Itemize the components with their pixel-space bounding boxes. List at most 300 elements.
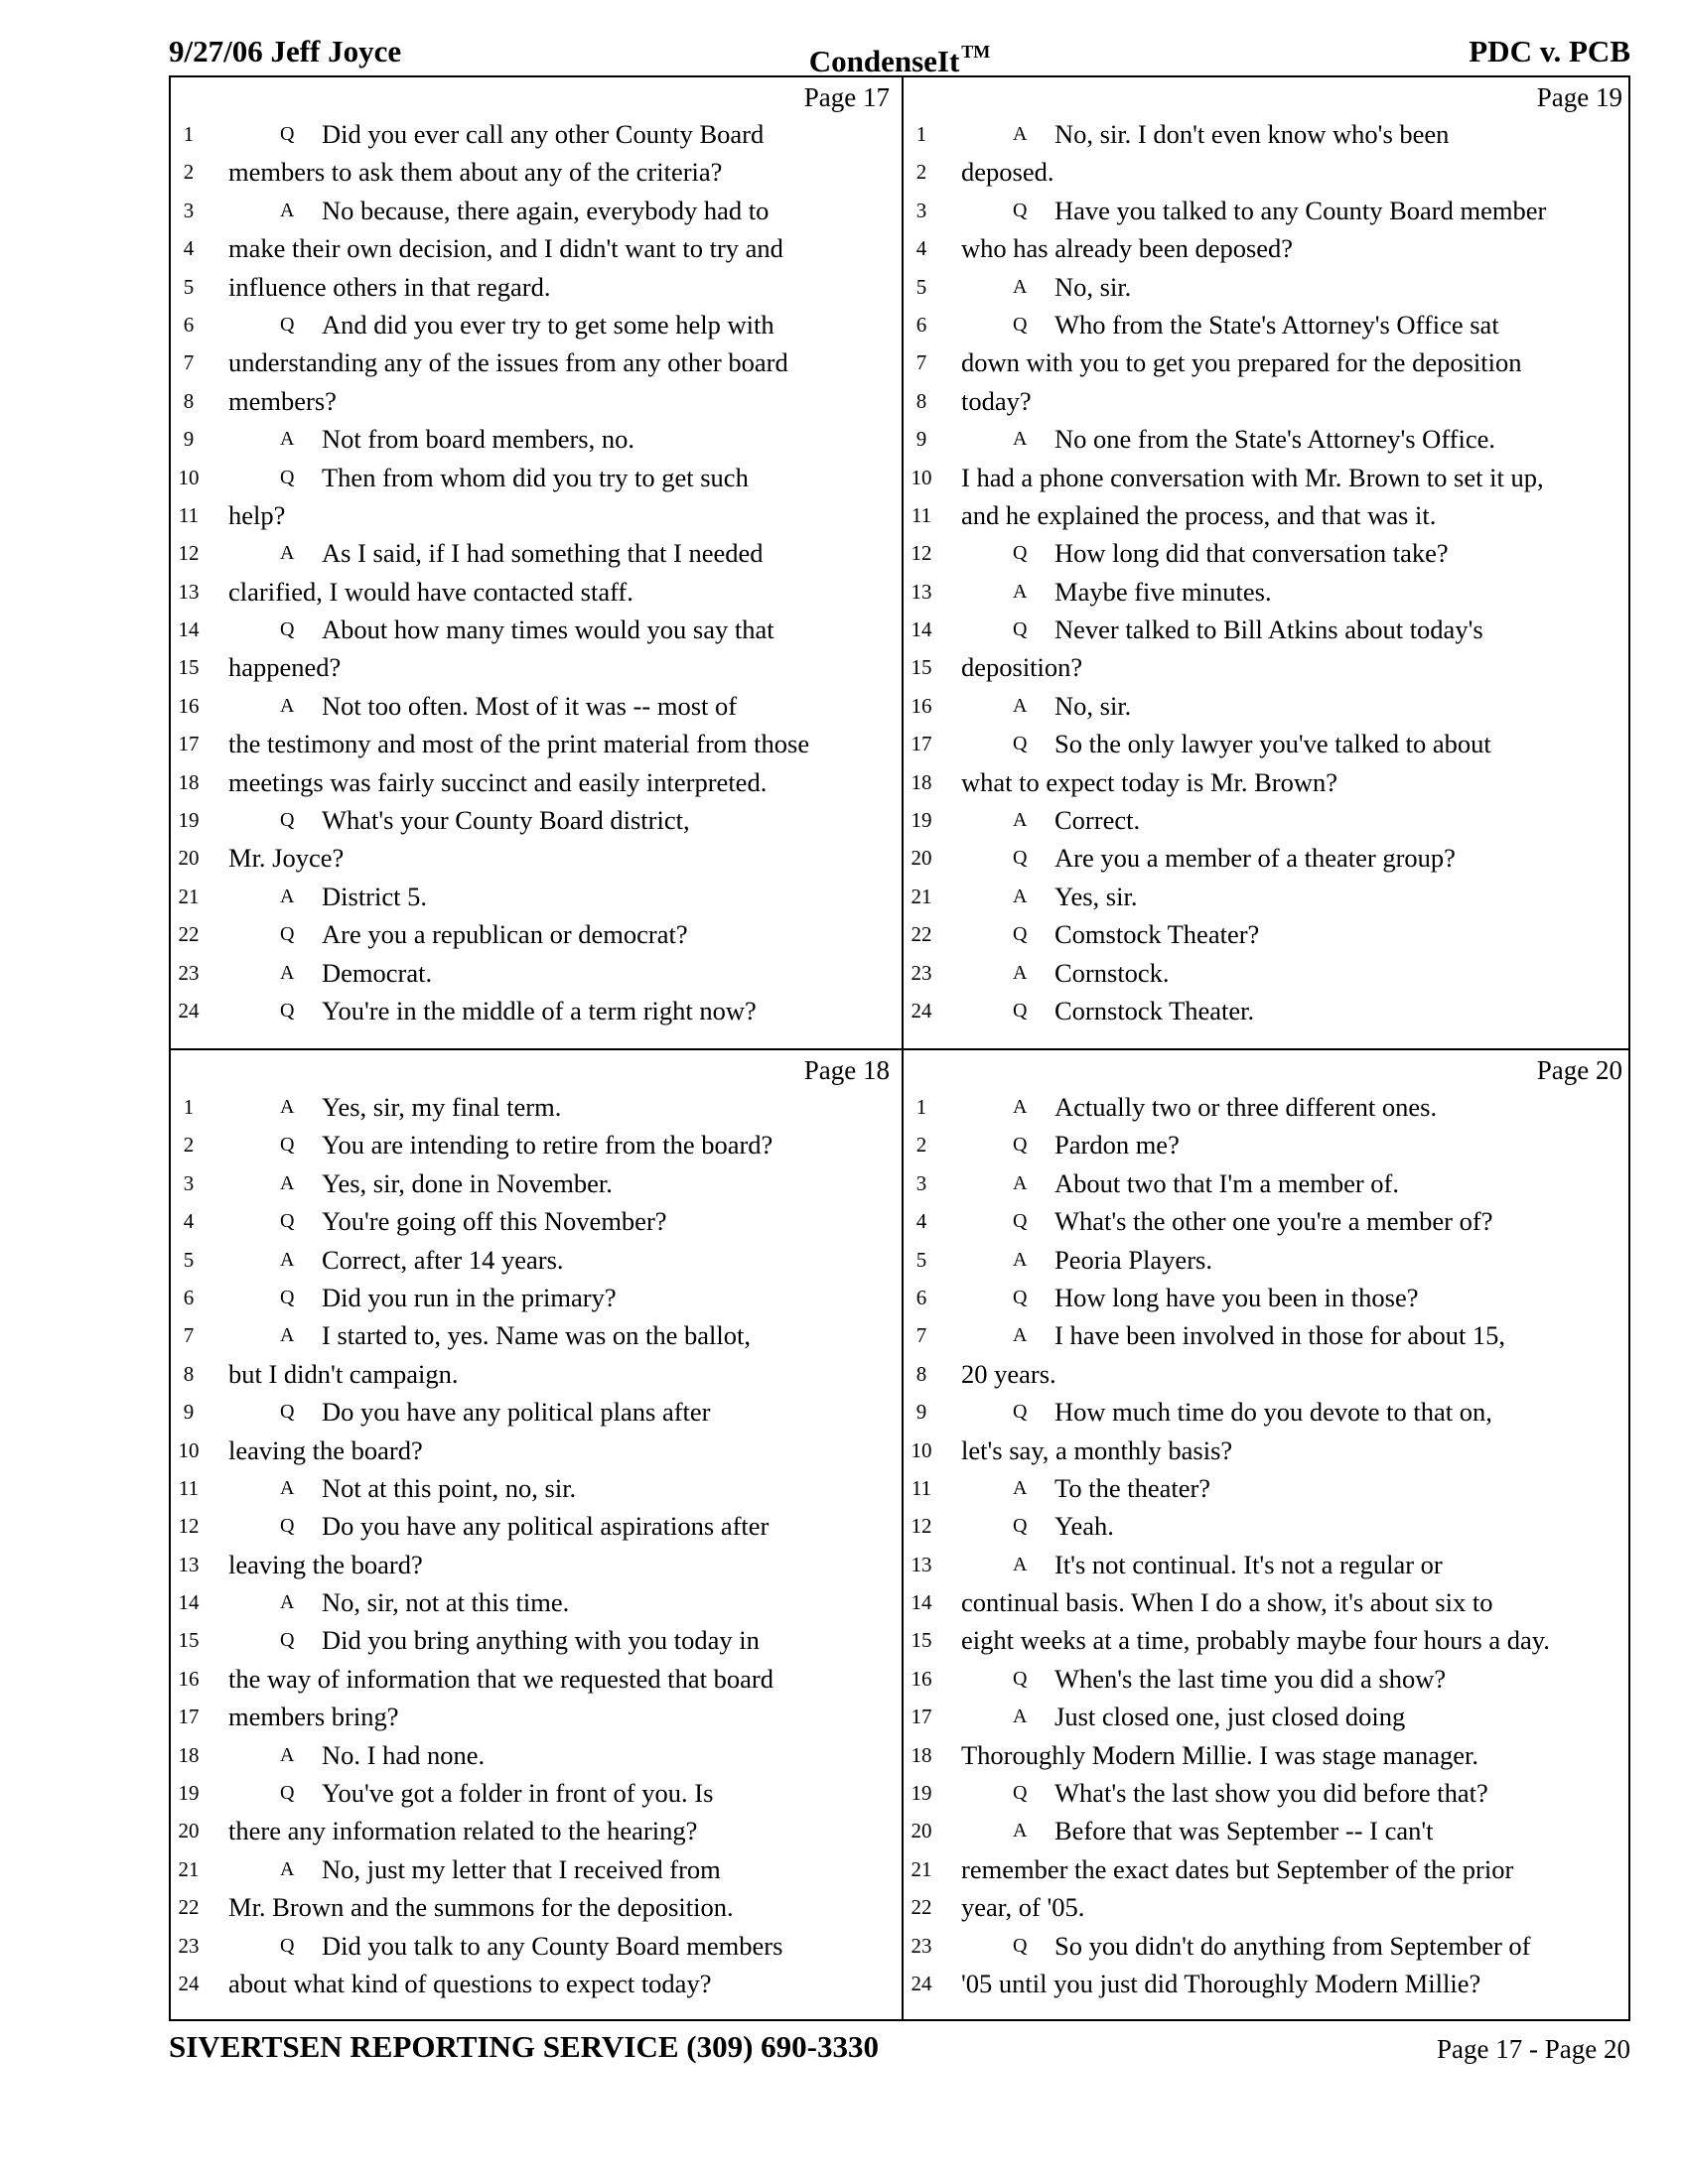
line-text: How long have you been in those? (1054, 1282, 1419, 1312)
line-number: 4 (915, 1209, 927, 1234)
line-number: 3 (915, 1170, 927, 1195)
transcript-line (171, 534, 900, 572)
line-number: 17 (178, 1705, 200, 1729)
line-text: I had a phone conversation with Mr. Brown to set it up, (961, 462, 1544, 492)
speaker-marker: Q (280, 313, 295, 336)
transcript-line (904, 1621, 1632, 1659)
speaker-marker: A (1013, 961, 1028, 984)
line-text: Yeah. (1054, 1511, 1114, 1542)
line-text: What's your County Board district, (322, 805, 690, 836)
speaker-marker: A (1013, 809, 1028, 832)
line-number: 16 (911, 693, 932, 718)
transcript-line (171, 648, 900, 686)
line-number: 2 (183, 1133, 195, 1158)
line-text: Not too often. Most of it was -- most of (322, 690, 738, 721)
transcript-page-19 (904, 77, 1632, 1046)
speaker-marker: Q (280, 1286, 295, 1308)
line-number: 17 (911, 732, 932, 756)
transcript-line (171, 1774, 900, 1812)
line-number: 5 (183, 1247, 195, 1272)
speaker-marker: A (1013, 1096, 1028, 1118)
line-number: 11 (911, 502, 932, 527)
speaker-marker: A (1013, 1820, 1028, 1843)
transcript-line (904, 573, 1632, 611)
transcript-line (171, 801, 900, 839)
speaker-marker: Q (280, 1782, 295, 1805)
line-number: 4 (915, 236, 927, 261)
transcript-line (171, 878, 900, 915)
line-number: 20 (178, 846, 200, 871)
transcript-line (904, 1660, 1632, 1698)
line-text: Are you a member of a theater group? (1054, 843, 1456, 874)
speaker-marker: Q (1013, 1210, 1028, 1233)
speaker-marker: Q (280, 466, 295, 488)
line-number: 13 (178, 579, 200, 604)
line-number: 6 (183, 1285, 195, 1309)
transcript-line (904, 1164, 1632, 1202)
speaker-marker: Q (1013, 733, 1028, 755)
line-text: members to ask them about any of the criteria? (228, 157, 723, 188)
transcript-line (171, 1660, 900, 1698)
transcript-line (171, 1355, 900, 1393)
line-text: I have been involved in those for about 15, (1054, 1320, 1506, 1351)
transcript-line (904, 534, 1632, 572)
line-text: clarified, I would have contacted staff. (228, 576, 633, 607)
transcript-line (904, 1316, 1632, 1354)
transcript-line (171, 115, 900, 153)
speaker-marker: A (1013, 580, 1028, 603)
transcript-line (904, 1736, 1632, 1774)
line-text: No, sir, not at this time. (322, 1587, 570, 1618)
line-number: 14 (911, 1590, 932, 1615)
page-number-label: Page 17 (803, 82, 890, 112)
transcript-line (171, 1621, 900, 1659)
transcript-line (171, 1202, 900, 1240)
line-number: 24 (911, 1971, 932, 1995)
line-number: 13 (911, 1552, 932, 1576)
line-number: 17 (178, 732, 200, 756)
transcript-line (171, 1965, 900, 2002)
line-text: help? (228, 499, 286, 530)
line-text: year, of '05. (961, 1892, 1085, 1923)
line-text: but I didn't campaign. (228, 1358, 459, 1389)
line-text: Actually two or three different ones. (1054, 1092, 1438, 1122)
transcript-line (171, 1850, 900, 1888)
line-number: 24 (178, 1971, 200, 1995)
speaker-marker: A (280, 1324, 295, 1347)
transcript-line (171, 992, 900, 1029)
speaker-marker: A (280, 1248, 295, 1271)
transcript-line (904, 1432, 1632, 1469)
line-text: happened? (228, 652, 342, 683)
line-text: make their own decision, and I didn't want to try and (228, 233, 783, 264)
transcript-line (904, 954, 1632, 992)
page-number-label: Page 20 (1536, 1055, 1622, 1085)
line-number: 14 (911, 617, 932, 642)
transcript-line (904, 1088, 1632, 1126)
transcript-line (904, 1241, 1632, 1279)
line-number: 12 (178, 1514, 200, 1539)
transcript-frame (169, 75, 1630, 2021)
line-text: Mr. Brown and the summons for the deposition. (228, 1892, 734, 1923)
line-number: 4 (183, 236, 195, 261)
transcript-line (904, 192, 1632, 229)
line-number: 19 (178, 1781, 200, 1806)
transcript-line (171, 153, 900, 191)
speaker-marker: Q (1013, 999, 1028, 1022)
transcript-line (171, 954, 900, 992)
line-number: 21 (911, 884, 932, 908)
line-number: 3 (183, 198, 195, 222)
line-number: 16 (178, 693, 200, 718)
line-number: 9 (915, 427, 927, 452)
line-number: 8 (915, 1361, 927, 1386)
line-text: No. I had none. (322, 1739, 486, 1770)
line-text: who has already been deposed? (961, 233, 1294, 264)
transcript-line (171, 1888, 900, 1926)
transcript-line (904, 1812, 1632, 1849)
speaker-marker: Q (1013, 1934, 1028, 1957)
transcript-lines (171, 115, 900, 1029)
speaker-marker: A (1013, 1476, 1028, 1499)
line-number: 9 (915, 1400, 927, 1425)
speaker-marker: A (1013, 885, 1028, 907)
transcript-line (904, 1850, 1632, 1888)
line-number: 1 (183, 1095, 195, 1119)
line-number: 7 (915, 350, 927, 375)
line-text: remember the exact dates but September of the prior (961, 1853, 1514, 1884)
line-text: leaving the board? (228, 1434, 423, 1465)
transcript-line (171, 1812, 900, 1849)
speaker-marker: Q (280, 1401, 295, 1424)
line-text: the testimony and most of the print material from those (228, 729, 810, 759)
speaker-marker: A (280, 694, 295, 717)
line-text: influence others in that regard. (228, 271, 551, 302)
line-number: 18 (178, 769, 200, 794)
transcript-line (171, 496, 900, 534)
speaker-marker: A (280, 542, 295, 565)
line-text: let's say, a monthly basis? (961, 1434, 1233, 1465)
transcript-line (904, 839, 1632, 877)
transcript-line (904, 1279, 1632, 1316)
line-text: Who from the State's Attorney's Office sat (1054, 309, 1499, 340)
speaker-marker: Q (1013, 313, 1028, 336)
speaker-marker: Q (1013, 1515, 1028, 1538)
line-text: 20 years. (961, 1358, 1056, 1389)
line-number: 21 (178, 884, 200, 908)
transcript-line (171, 1583, 900, 1621)
line-text: leaving the board? (228, 1549, 423, 1579)
transcript-line (904, 687, 1632, 725)
line-number: 8 (183, 388, 195, 413)
line-number: 1 (915, 1095, 927, 1119)
transcript-line (904, 878, 1632, 915)
line-text: members bring? (228, 1702, 399, 1732)
line-text: meetings was fairly succinct and easily interpreted. (228, 766, 768, 797)
line-text: You are intending to retire from the board? (322, 1130, 773, 1160)
speaker-marker: Q (280, 618, 295, 641)
transcript-line (171, 1316, 900, 1354)
transcript-lines (904, 115, 1632, 1029)
line-number: 22 (178, 922, 200, 947)
transcript-line (904, 1965, 1632, 2002)
line-text: Then from whom did you try to get such (322, 462, 749, 492)
line-number: 10 (911, 465, 932, 489)
transcript-page-17 (171, 77, 900, 1046)
transcript-line (171, 343, 900, 381)
speaker-marker: A (1013, 1324, 1028, 1347)
line-text: Cornstock Theater. (1054, 995, 1255, 1025)
transcript-line (171, 763, 900, 801)
line-text: Did you run in the primary? (322, 1282, 617, 1312)
transcript-line (171, 459, 900, 496)
line-text: Before that was September -- I can't (1054, 1816, 1434, 1846)
line-number: 12 (911, 1514, 932, 1539)
transcript-line (904, 648, 1632, 686)
line-number: 19 (911, 808, 932, 833)
line-number: 6 (183, 312, 195, 337)
line-number: 1 (915, 122, 927, 146)
line-text: District 5. (322, 881, 427, 911)
speaker-marker: A (280, 428, 295, 451)
line-number: 5 (183, 274, 195, 299)
line-text: Did you bring anything with you today in (322, 1625, 760, 1656)
transcript-line (904, 1126, 1632, 1163)
line-text: When's the last time you did a show? (1054, 1663, 1447, 1694)
line-number: 9 (183, 427, 195, 452)
line-number: 15 (178, 655, 200, 680)
line-number: 11 (178, 1475, 200, 1500)
line-number: 16 (178, 1666, 200, 1691)
line-text: Do you have any political plans after (322, 1397, 711, 1428)
transcript-line (171, 1927, 900, 1965)
line-number: 21 (178, 1856, 200, 1881)
line-text: No, just my letter that I received from (322, 1853, 721, 1884)
line-number: 24 (178, 998, 200, 1023)
line-text: Maybe five minutes. (1054, 576, 1272, 607)
speaker-marker: Q (280, 1210, 295, 1233)
document-header (169, 30, 1630, 78)
line-text: Democrat. (322, 957, 433, 988)
speaker-marker: A (1013, 694, 1028, 717)
line-number: 23 (911, 1933, 932, 1958)
line-number: 21 (911, 1856, 932, 1881)
line-number: 20 (911, 846, 932, 871)
transcript-line (171, 1469, 900, 1507)
speaker-marker: A (1013, 428, 1028, 451)
line-text: No, sir. (1054, 271, 1132, 302)
speaker-marker: Q (1013, 199, 1028, 221)
line-number: 1 (183, 122, 195, 146)
line-text: You're in the middle of a term right now? (322, 995, 757, 1025)
transcript-line (171, 1736, 900, 1774)
transcript-line (904, 915, 1632, 953)
speaker-marker: Q (280, 809, 295, 832)
line-text: Peoria Players. (1054, 1244, 1212, 1275)
line-text: About how many times would you say that (322, 614, 774, 645)
speaker-marker: Q (1013, 847, 1028, 870)
speaker-marker: A (280, 961, 295, 984)
speaker-marker: A (1013, 123, 1028, 145)
speaker-marker: Q (1013, 1286, 1028, 1308)
line-number: 13 (911, 579, 932, 604)
transcript-line (904, 1888, 1632, 1926)
transcript-line (171, 573, 900, 611)
transcript-line (171, 382, 900, 420)
line-text: down with you to get you prepared for the deposition (961, 347, 1522, 378)
line-text: Yes, sir, my final term. (322, 1092, 562, 1122)
transcript-line (904, 1469, 1632, 1507)
line-text: I started to, yes. Name was on the ballot, (322, 1320, 751, 1351)
line-number: 23 (911, 960, 932, 985)
speaker-marker: A (280, 885, 295, 907)
line-text: So you didn't do anything from September of (1054, 1930, 1531, 1961)
transcript-line (171, 687, 900, 725)
transcript-line (904, 1393, 1632, 1431)
trademark-mark: TM (961, 42, 991, 62)
line-number: 18 (178, 1742, 200, 1767)
line-number: 5 (915, 1247, 927, 1272)
line-number: 14 (178, 1590, 200, 1615)
line-number: 13 (178, 1552, 200, 1576)
transcript-line (171, 1432, 900, 1469)
transcript-line (904, 1546, 1632, 1583)
line-text: You've got a folder in front of you. Is (322, 1778, 714, 1809)
transcript-line (904, 1927, 1632, 1965)
line-number: 15 (178, 1628, 200, 1653)
transcript-line (904, 725, 1632, 762)
speaker-marker: Q (1013, 1134, 1028, 1157)
line-number: 20 (178, 1819, 200, 1843)
line-number: 22 (911, 1895, 932, 1920)
speaker-marker: Q (1013, 1782, 1028, 1805)
transcript-line (171, 1507, 900, 1545)
line-number: 24 (911, 998, 932, 1023)
line-number: 12 (911, 541, 932, 566)
line-number: 7 (183, 1323, 195, 1348)
line-text: about what kind of questions to expect today? (228, 1968, 712, 1998)
line-number: 23 (178, 1933, 200, 1958)
line-text: Just closed one, just closed doing (1054, 1702, 1406, 1732)
line-number: 15 (911, 655, 932, 680)
line-text: '05 until you just did Thoroughly Modern Millie? (961, 1968, 1481, 1998)
line-text: So the only lawyer you've talked to about (1054, 729, 1491, 759)
document-footer (169, 2021, 1630, 2069)
transcript-line (171, 915, 900, 953)
line-text: what to expect today is Mr. Brown? (961, 766, 1338, 797)
line-number: 10 (178, 1437, 200, 1462)
line-text: and he explained the process, and that was it. (961, 499, 1437, 530)
line-number: 18 (911, 769, 932, 794)
speaker-marker: Q (1013, 923, 1028, 946)
line-text: the way of information that we requested that board (228, 1663, 773, 1694)
line-number: 10 (178, 465, 200, 489)
transcript-line (904, 763, 1632, 801)
transcript-line (904, 343, 1632, 381)
speaker-marker: Q (1013, 542, 1028, 565)
speaker-marker: A (280, 1743, 295, 1766)
transcript-line (904, 306, 1632, 343)
speaker-marker: A (280, 1096, 295, 1118)
line-text: Never talked to Bill Atkins about today's (1054, 614, 1483, 645)
line-text: It's not continual. It's not a regular or (1054, 1549, 1443, 1579)
line-text: No, sir. (1054, 690, 1132, 721)
line-text: Yes, sir, done in November. (322, 1167, 613, 1198)
line-text: How much time do you devote to that on, (1054, 1397, 1492, 1428)
transcript-line (171, 1698, 900, 1735)
speaker-marker: A (280, 1591, 295, 1614)
transcript-line (171, 1393, 900, 1431)
line-number: 12 (178, 541, 200, 566)
line-number: 19 (178, 808, 200, 833)
transcript-line (171, 268, 900, 306)
transcript-line (904, 382, 1632, 420)
transcript-line (904, 1202, 1632, 1240)
transcript-line (171, 1088, 900, 1126)
speaker-marker: A (280, 1857, 295, 1880)
transcript-line (171, 229, 900, 267)
transcript-line (904, 1583, 1632, 1621)
line-number: 3 (183, 1170, 195, 1195)
line-number: 7 (183, 350, 195, 375)
transcript-line (171, 1279, 900, 1316)
deposition-date-and-witness: 9/27/06 Jeff Joyce (169, 34, 402, 68)
page-range: Page 17 - Page 20 (1437, 2034, 1630, 2064)
speaker-marker: Q (1013, 1667, 1028, 1690)
line-number: 9 (183, 1400, 195, 1425)
line-text: Have you talked to any County Board member (1054, 195, 1547, 225)
line-number: 2 (183, 160, 195, 185)
transcript-line (904, 611, 1632, 648)
line-text: No because, there again, everybody had to (322, 195, 770, 225)
line-text: eight weeks at a time, probably maybe four hours a day. (961, 1625, 1550, 1656)
line-text: continual basis. When I do a show, it's about six to (961, 1587, 1493, 1618)
line-number: 2 (915, 160, 927, 185)
transcript-line (904, 420, 1632, 458)
line-number: 22 (911, 922, 932, 947)
transcript-line (904, 115, 1632, 153)
line-text: deposition? (961, 652, 1083, 683)
line-text: Correct. (1054, 805, 1141, 836)
speaker-marker: Q (280, 1134, 295, 1157)
line-text: No, sir. I don't even know who's been (1054, 119, 1450, 149)
transcript-line (904, 1774, 1632, 1812)
line-text: You're going off this November? (322, 1206, 667, 1237)
line-text: Did you talk to any County Board members (322, 1930, 783, 1961)
speaker-marker: A (1013, 1171, 1028, 1194)
speaker-marker: A (1013, 1248, 1028, 1271)
line-text: Are you a republican or democrat? (322, 919, 688, 950)
transcript-line (171, 725, 900, 762)
transcript-line (171, 839, 900, 877)
transcript-line (904, 153, 1632, 191)
line-number: 17 (911, 1705, 932, 1729)
line-number: 6 (915, 1285, 927, 1309)
line-number: 8 (915, 388, 927, 413)
line-text: How long did that conversation take? (1054, 538, 1449, 569)
line-text: Not from board members, no. (322, 424, 634, 455)
line-number: 5 (915, 274, 927, 299)
line-text: What's the other one you're a member of? (1054, 1206, 1493, 1237)
page-number-label: Page 18 (803, 1055, 890, 1085)
speaker-marker: A (1013, 275, 1028, 298)
line-text: there any information related to the hearing? (228, 1816, 698, 1846)
transcript-line (171, 611, 900, 648)
line-number: 14 (178, 617, 200, 642)
transcript-line (171, 1546, 900, 1583)
transcript-line (904, 1698, 1632, 1735)
line-text: Not at this point, no, sir. (322, 1472, 577, 1503)
